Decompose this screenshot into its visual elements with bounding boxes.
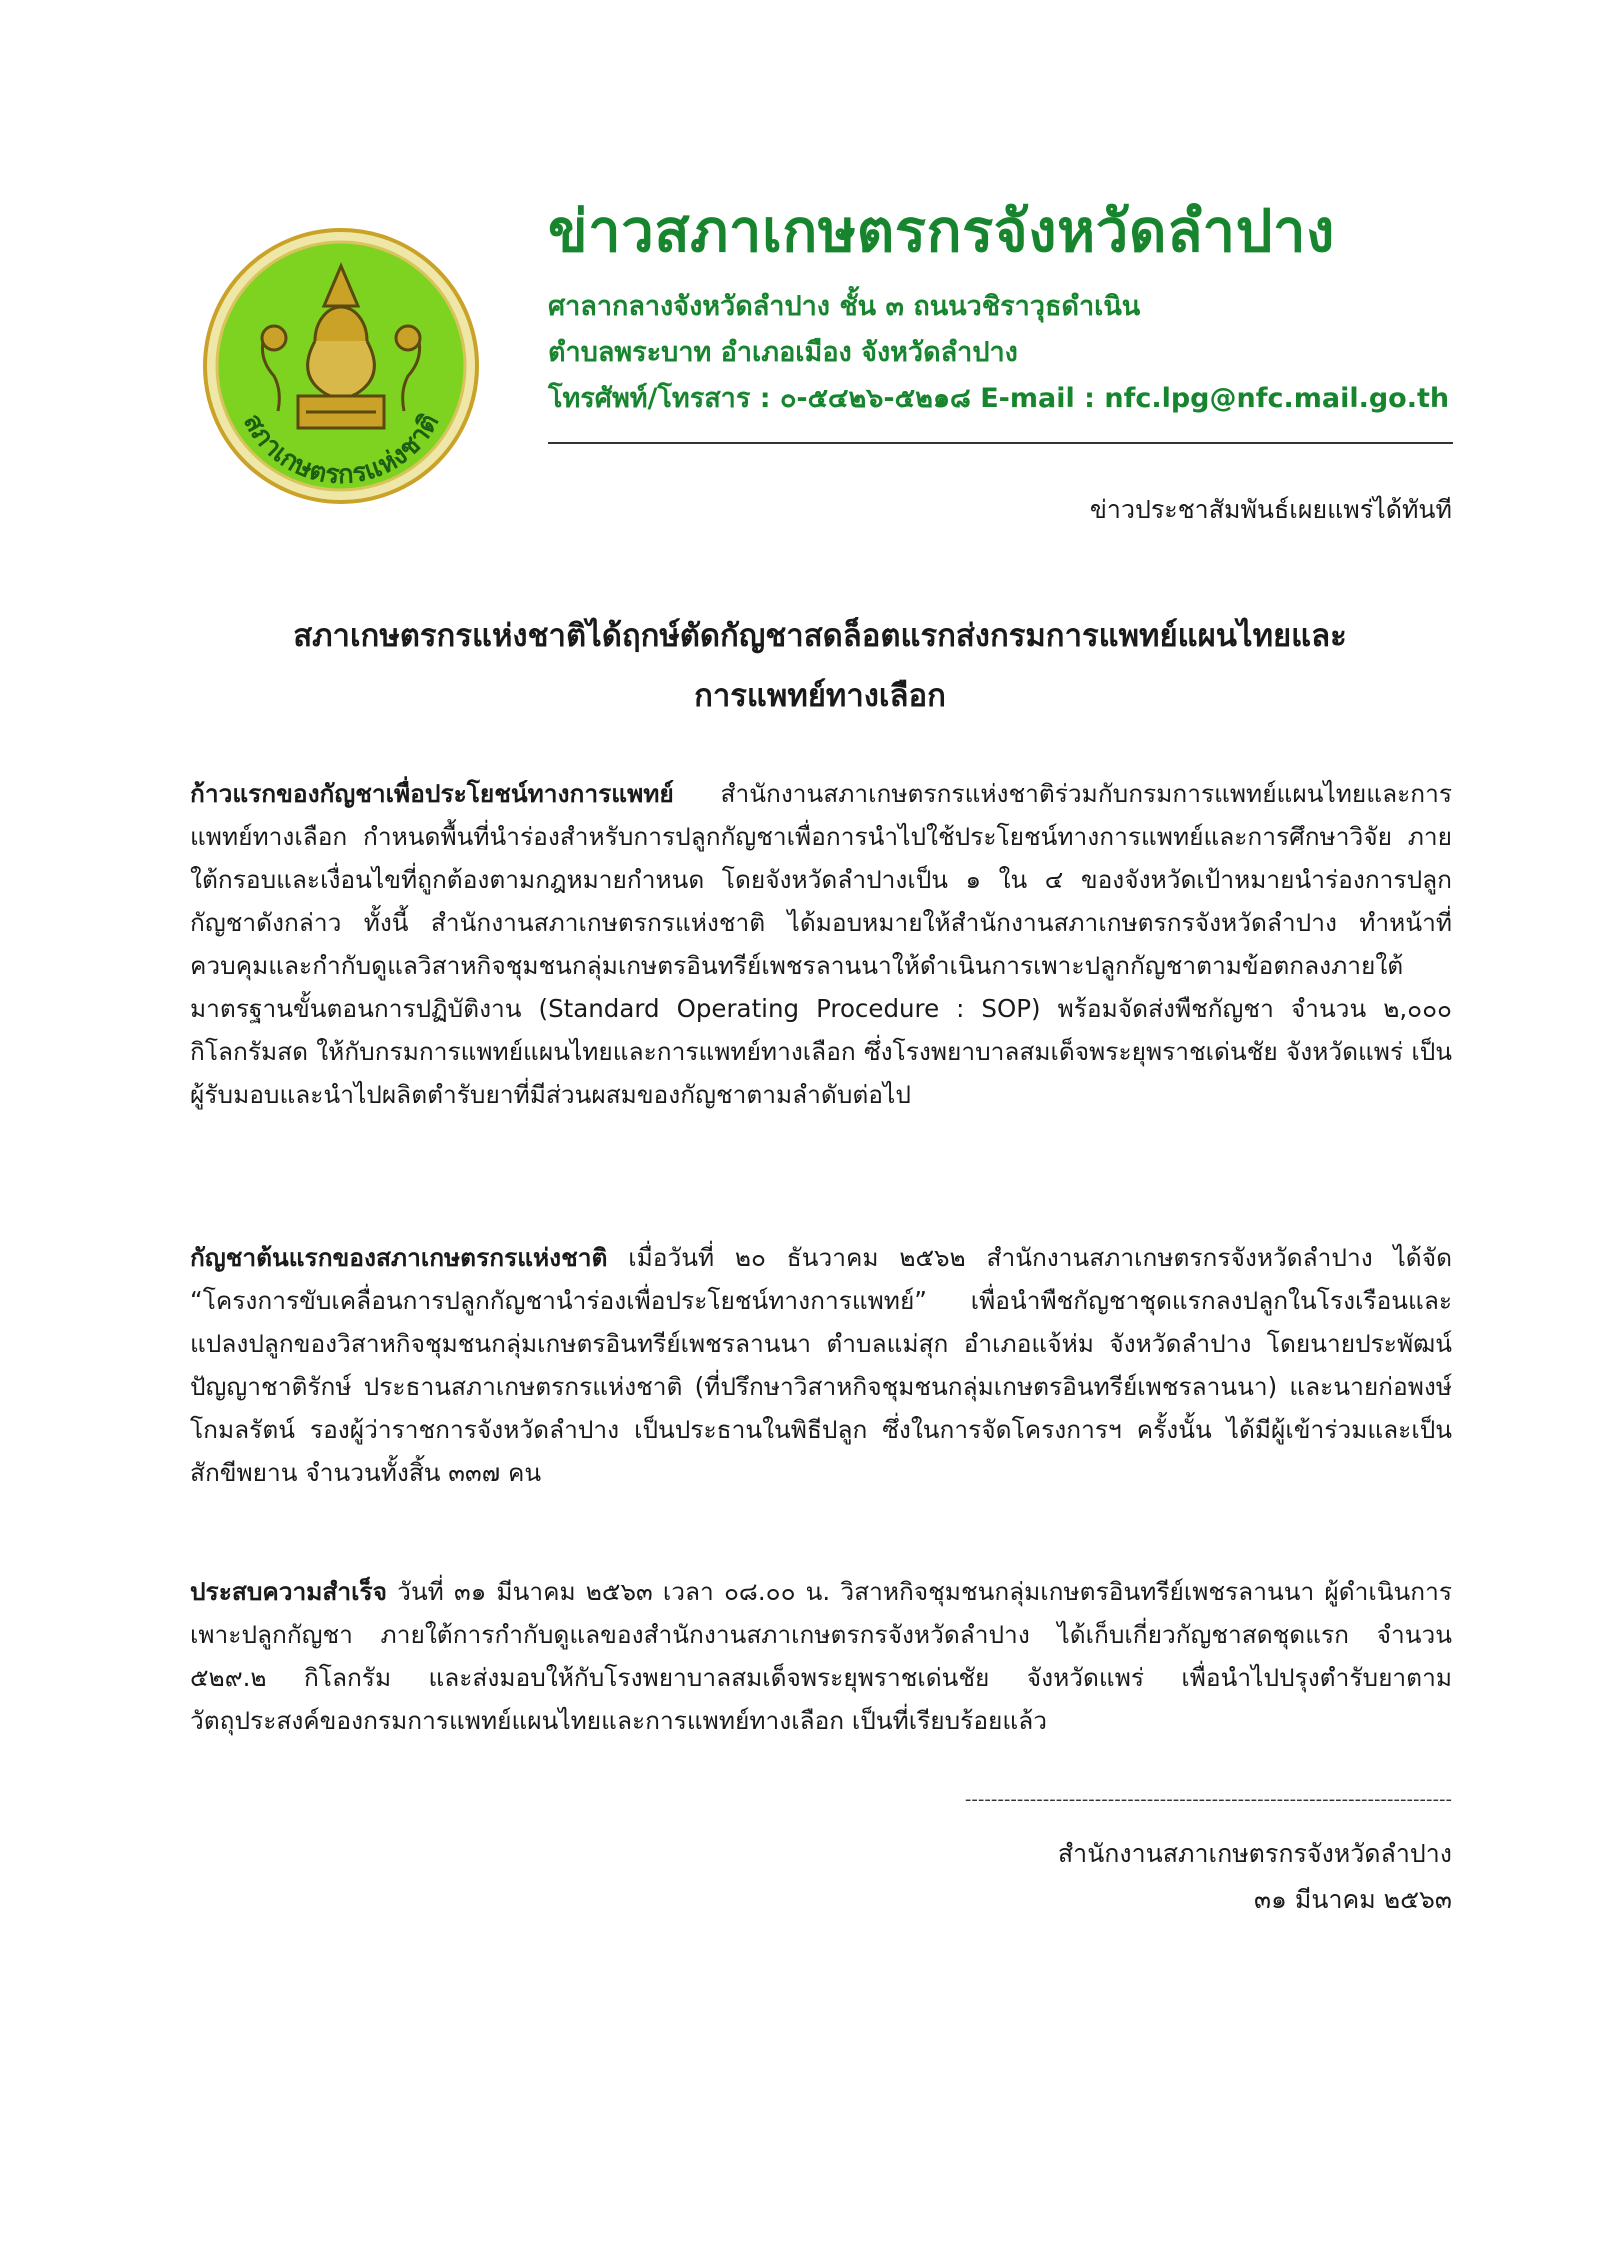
paragraph-2-lead: กัญชาต้นแรกของสภาเกษตรกรแห่งชาติ: [190, 1243, 608, 1272]
address-line-2: ตำบลพระบาท อำเภอเมือง จังหวัดลำปาง: [548, 337, 1018, 368]
paragraph-1-lead: ก้าวแรกของกัญชาเพื่อประโยชน์ทางการแพทย์: [190, 779, 674, 808]
header-divider: [548, 442, 1453, 444]
logo-caption: สภาเกษตรกรแห่งชาติ: [236, 408, 446, 491]
paragraph-2-body: เมื่อวันที่ ๒๐ ธันวาคม ๒๕๖๒ สำนักงานสภาเกษตรกรจังหวัดลำปาง ได้จัด “โครงการขับเคลื่อนการปลูกกัญชานำร่องเพื่อประโยชน์ทางการแพทย์” เพื่อนำพืชกัญชาชุดแรกลงปลูกในโรงเรือนและแปลงปลูกของวิสาหกิจชุมชนกลุ่มเกษตรอินทรีย์เพชรลานนา ตำบลแม่สุก อำเภอแจ้ห่ม จังหวัดลำปาง โดยนายประพัฒน์ ปัญญาชาติรักษ์ ประธานสภาเกษตรกรแห่งชาติ (ที่ปรึกษาวิสาหกิจชุมชนกลุ่มเกษตรอินทรีย์เพชรลานนา) และนายก่อพงษ์ โกมลรัตน์ รองผู้ว่าราชการจังหวัดลำปาง เป็นประธานในพิธีปลูก ซึ่งในการจัดโครงการฯ ครั้งนั้น ได้มีผู้เข้าร่วมและเป็นสักขีพยาน จำนวนทั้งสิ้น ๓๓๗ คน: [190, 1243, 1452, 1487]
footer-separator: ---------------------------------------------------------------------------: [964, 1789, 1452, 1810]
headline-line-1: สภาเกษตรกรแห่งชาติได้ฤกษ์ตัดกัญชาสดล็อตแรกส่งกรมการแพทย์แผนไทยและ: [293, 618, 1347, 654]
headline-line-2: การแพทย์ทางเลือก: [694, 678, 946, 714]
address-line-1: ศาลากลางจังหวัดลำปาง ชั้น ๓ ถนนวชิราวุธดำเนิน: [548, 291, 1141, 322]
council-logo: [196, 226, 486, 506]
paragraph-3: [190, 1570, 1452, 1742]
paragraph-1-body: สำนักงานสภาเกษตรกรแห่งชาติร่วมกับกรมการแพทย์แผนไทยและการแพทย์ทางเลือก กำหนดพื้นที่นำร่องสำหรับการปลูกกัญชาเพื่อการนำไปใช้ประโยชน์ทางการแพทย์และการศึกษาวิจัย ภายใต้กรอบและเงื่อนไขที่ถูกต้องตามกฎหมายกำหนด โดยจังหวัดลำปางเป็น ๑ ใน ๔ ของจังหวัดเป้าหมายนำร่องการปลูกกัญชาดังกล่าว ทั้งนี้ สำนักงานสภาเกษตรกรแห่งชาติ ได้มอบหมายให้สำนักงานสภาเกษตรกรจังหวัดลำปาง ทำหน้าที่ควบคุมและกำกับดูแลวิสาหกิจชุมชนกลุ่มเกษตรอินทรีย์เพชรลานนาให้ดำเนินการเพาะปลูกกัญชาตามข้อตกลงภายใต้มาตรฐานขั้นตอนการปฏิบัติงาน (Standard Operating Procedure : SOP) พร้อมจัดส่งพืชกัญชา จำนวน ๒,๐๐๐ กิโลกรัมสด ให้กับกรมการแพทย์แผนไทยและการแพทย์ทางเลือก ซึ่งโรงพยาบาลสมเด็จพระยุพราชเด่นชัย จังหวัดแพร่ เป็นผู้รับมอบและนำไปผลิตตำรับยาที่มีส่วนผสมของกัญชาตามลำดับต่อไป: [190, 779, 1452, 1109]
paragraph-2: [190, 1236, 1452, 1494]
contact-line: โทรศัพท์/โทรสาร : ๐-๕๔๒๖-๕๒๑๘ E-mail : nfc.lpg@nfc.mail.go.th: [548, 383, 1450, 414]
news-headline: [190, 606, 1450, 726]
issuing-office: สำนักงานสภาเกษตรกรจังหวัดลำปาง: [1057, 1839, 1452, 1868]
paragraph-3-lead: ประสบความสำเร็จ: [190, 1577, 388, 1606]
issue-date: ๓๑ มีนาคม ๒๕๖๓: [1253, 1885, 1452, 1914]
organization-title: ข่าวสภาเกษตรกรจังหวัดลำปาง: [548, 197, 1335, 265]
paragraph-3-body: วันที่ ๓๑ มีนาคม ๒๕๖๓ เวลา ๐๘.๐๐ น. วิสาหกิจชุมชนกลุ่มเกษตรอินทรีย์เพชรลานนา ผู้ดำเนินการเพาะปลูกกัญชา ภายใต้การกำกับดูแลของสำนักงานสภาเกษตรกรจังหวัดลำปาง ได้เก็บเกี่ยวกัญชาสดชุดแรก จำนวน ๕๒๙.๒ กิโลกรัม และส่งมอบให้กับโรงพยาบาลสมเด็จพระยุพราชเด่นชัย จังหวัดแพร่ เพื่อนำไปปรุงตำรับยาตามวัตถุประสงค์ของกรมการแพทย์แผนไทยและการแพทย์ทางเลือก เป็นที่เรียบร้อยแล้ว: [190, 1577, 1452, 1735]
paragraph-1: [190, 772, 1452, 1116]
release-note: ข่าวประชาสัมพันธ์เผยแพร่ได้ทันที: [1089, 495, 1452, 524]
